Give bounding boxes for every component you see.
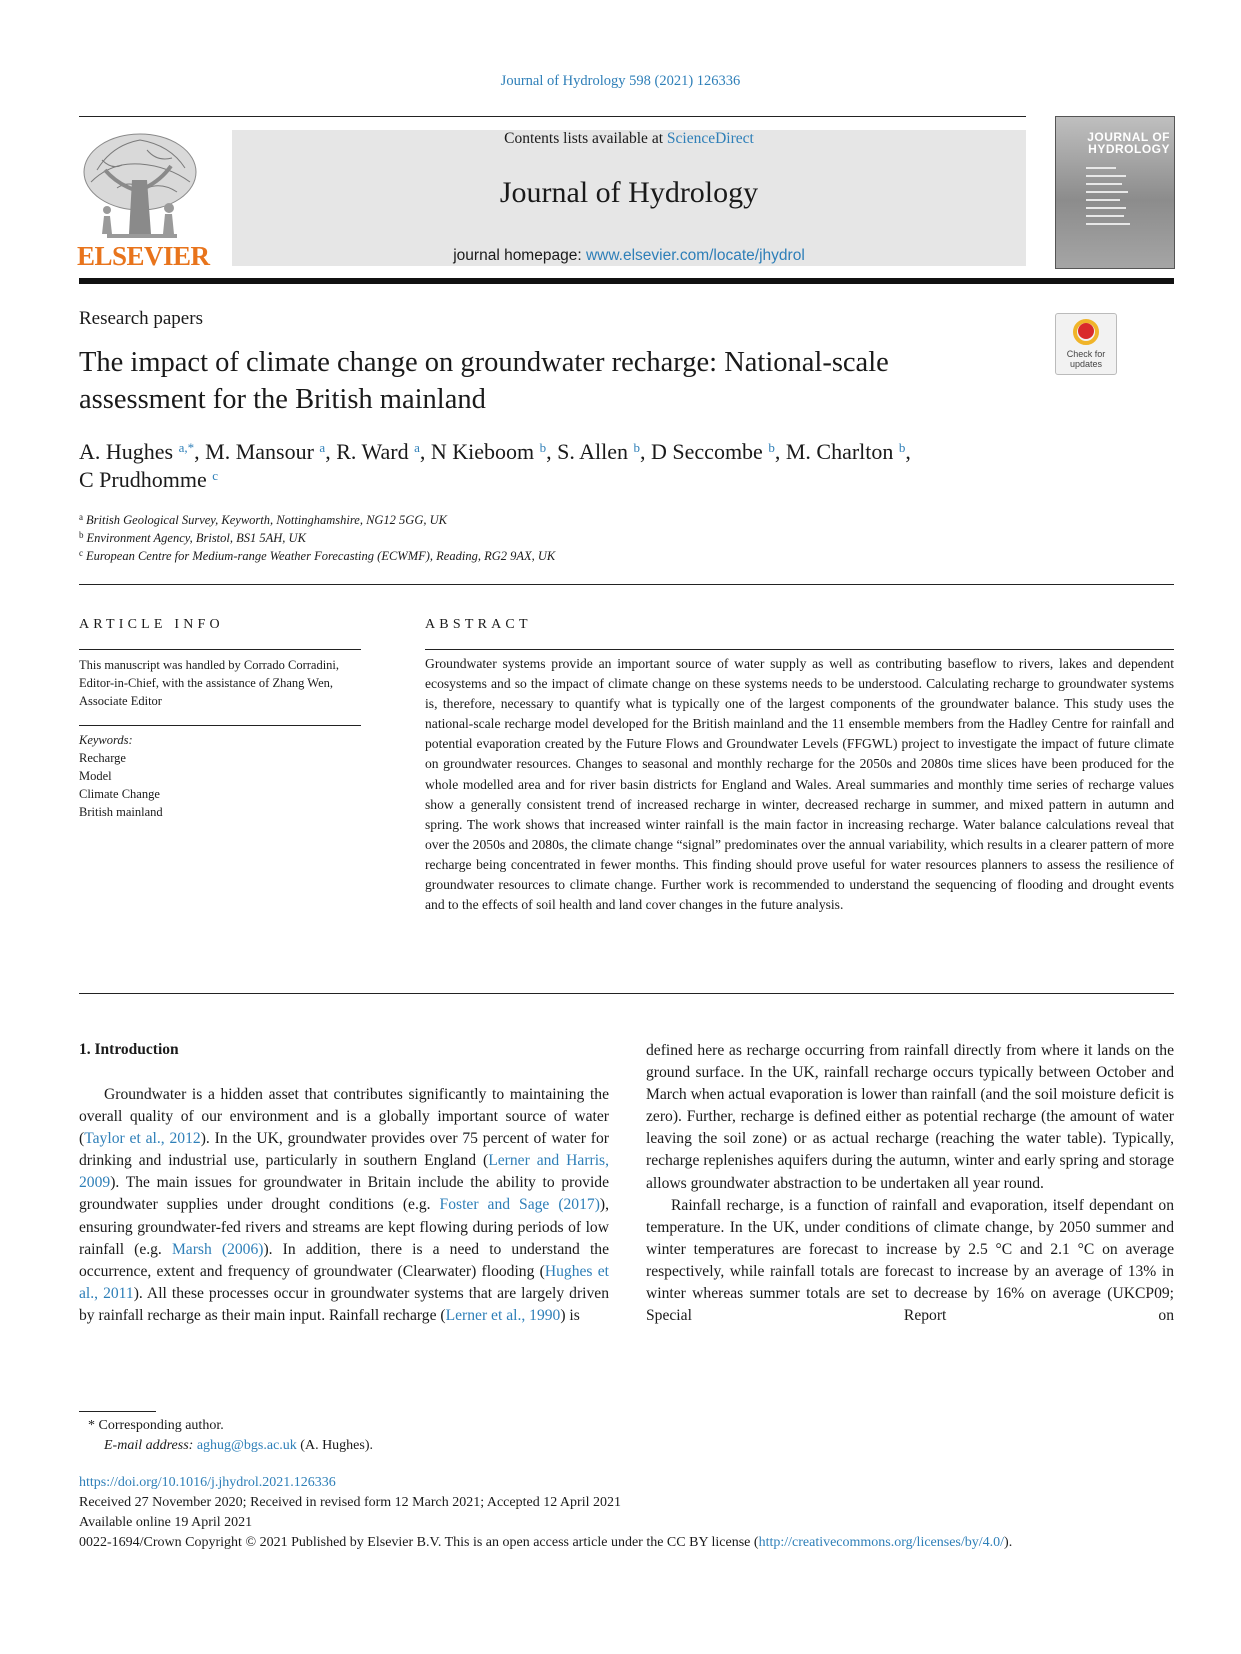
- article-info-heading: ARTICLE INFO: [79, 617, 224, 632]
- contents-prefix: Contents lists available at: [504, 130, 667, 147]
- journal-header-box: [232, 130, 1026, 266]
- author[interactable]: C Prudhomme $^c$: [79, 467, 219, 492]
- affiliation-marker[interactable]: b: [633, 440, 641, 455]
- header-top-rule: [79, 116, 1026, 117]
- author[interactable]: M. Mansour $^a$: [205, 439, 326, 464]
- affiliation-list: [79, 511, 555, 565]
- abstract-bottom-rule: [79, 993, 1174, 994]
- author-list: A. Hughes $^{a,*}$, M. Mansour $^a$, R. Ward $^a$, N Kieboom $^b$, S. Allen $^b$, D Seccombe $^b$, M. Charlton $^b$, C Prudhomme $^c$: [79, 439, 911, 492]
- affiliation: $^b$ Environment Agency, Bristol, BS1 5AH, UK: [79, 530, 306, 545]
- affiliation-marker[interactable]: a: [319, 440, 326, 455]
- homepage-line: [232, 247, 1026, 265]
- intro-paragraph-2: defined here as recharge occurring from rainfall directly from where it lands on the ground surface. In the UK, rainfall recharge occurs typically between October and March when actual evaporation is lower than rainfall (and the soil moisture deficit is zero). Further, recharge is defined either as potential recharge (the amount of water leaving the soil zone) or as actual recharge (reaching the water table). Typically, recharge replenishes aquifers during the autumn, winter and early spring and storage allows groundwater abstraction to be undertaken all year round.: [646, 1042, 1174, 1192]
- section-heading-introduction: 1. Introduction: [79, 1041, 179, 1058]
- cover-text-line: [1086, 223, 1130, 225]
- article-info-rule: [79, 649, 361, 650]
- author[interactable]: N Kieboom $^b$: [430, 439, 547, 464]
- abstract-heading: ABSTRACT: [425, 617, 532, 632]
- intro-paragraph-3: Rainfall recharge, is a function of rainfall and evaporation, itself dependant on temperature. In the UK, under conditions of climate change, by 2050 summer and winter temperatures are forecast to increase by 2.5 °C and 2.1 °C on average respectively, while rainfall totals are forecast to increase by an average of 13% in winter whereas summer totals are set to decrease by 16% on average (UKCP09; Special Report on: [646, 1196, 1174, 1325]
- author[interactable]: R. Ward $^a$: [336, 439, 420, 464]
- affiliation-marker[interactable]: b: [539, 440, 547, 455]
- keywords-block: [79, 731, 163, 821]
- elsevier-logo[interactable]: [77, 130, 210, 272]
- keywords-label: Keywords:: [79, 733, 133, 747]
- article-footer: [79, 1473, 1179, 1553]
- author[interactable]: S. Allen $^b$: [557, 439, 641, 464]
- contents-line: [232, 130, 1026, 148]
- cover-text-line: [1086, 215, 1124, 217]
- affiliation-marker[interactable]: b: [898, 440, 906, 455]
- intro-paragraph-1: Groundwater is a hidden asset that contributes significantly to maintaining the overall quality of our environment and is a globally important source of water (Taylor et al., 2012). In the UK, groundwater provides over 75 percent of water for drinking and industrial use, particularly in southern England (Lerner and Harris, 2009). The main issues for groundwater in Britain include the ability to provide groundwater supplies under drought conditions (e.g. Foster and Sage (2017)), ensuring groundwater-fed rivers and streams are kept flowing during periods of low rainfall (e.g. Marsh (2006)). In addition, there is a need to understand the occurrence, extent and frequency of groundwater (Clearwater) flooding (Hughes et al., 2011). All these processes occur in groundwater systems that are largely driven by rainfall recharge as their main input. Rainfall recharge (Lerner et al., 1990) is: [79, 1086, 610, 1324]
- sciencedirect-link[interactable]: ScienceDirect: [666, 130, 754, 147]
- keywords-rule: [79, 725, 361, 726]
- header-bottom-rule: [79, 278, 1174, 284]
- footnote: [88, 1416, 373, 1456]
- affiliation-divider: [79, 584, 1174, 585]
- check-for-updates-button[interactable]: [1055, 313, 1117, 375]
- author[interactable]: A. Hughes $^{a,*}$: [79, 439, 195, 464]
- journal-citation[interactable]: Journal of Hydrology 598 (2021) 126336: [500, 73, 741, 89]
- section-type: Research papers: [79, 308, 203, 329]
- journal-cover-thumbnail[interactable]: [1055, 116, 1175, 269]
- doi-link[interactable]: https://doi.org/10.1016/j.jhydrol.2021.126336: [79, 1475, 336, 1490]
- check-updates-label: Check for updates: [1066, 349, 1106, 369]
- available-online: Available online 19 April 2021: [79, 1515, 253, 1530]
- publisher-name: ELSEVIER: [77, 241, 210, 271]
- cover-text-line: [1086, 167, 1116, 169]
- check-updates-icon-core: [1078, 323, 1094, 339]
- affiliation-marker[interactable]: a,*: [178, 440, 195, 455]
- license-link[interactable]: http://creativecommons.org/licenses/by/4.0/: [758, 1535, 1005, 1550]
- reference-link[interactable]: Lerner and Harris, 2009: [79, 1152, 610, 1192]
- email-line: E-mail address: aghug@bgs.ac.uk (A. Hughes).: [104, 1438, 374, 1453]
- body-column-left: [79, 1084, 609, 1327]
- keyword: Climate Change: [79, 787, 160, 801]
- abstract-text: Groundwater systems provide an important source of water supply as well as contributing baseflow to rivers, lakes and dependent ecosystems and so the impact of climate change on these systems needs to be understood. Calculating recharge to groundwater systems is, therefore, necessary to quantify what is typically one of the largest components of the groundwater balance. This study uses the national-scale recharge model developed for the British mainland and the 11 ensemble members from the Hadley Centre for rainfall and potential evaporation created by the Future Flows and Groundwater Levels (FFGWL) project to investigate the impact of future climate on groundwater resources. Changes to seasonal and monthly recharge for the 2050s and 2080s time slices have been produced for the whole modelled area and for river basin districts for England and Wales. Areal summaries and monthly time series of recharge values show a generally consistent trend of increased recharge in winter, decreased recharge in summer, and mixed pattern in autumn and spring. The work shows that increased winter rainfall is the main factor in increasing recharge. Water balance calculations reveal that over the 2050s and 2080s, the climate change “signal” predominates over the annual variability, which results in a clearer pattern of more recharge being concentrated in fewer months. This finding should prove useful for water resources planners to assess the resilience of groundwater resources to climate change. Further work is recommended to understand the sequencing of flooding and drought events and to the effects of soil health and land cover changes in the future analysis.: [425, 656, 1174, 913]
- affiliation: $^a$ British Geological Survey, Keyworth, Nottinghamshire, NG12 5GG, UK: [79, 512, 447, 527]
- reference-link[interactable]: Hughes et al., 2011: [79, 1262, 609, 1302]
- abstract-rule: [425, 649, 1174, 650]
- affiliation-marker[interactable]: b: [768, 440, 775, 455]
- license-line: 0022-1694/Crown Copyright © 2021 Published by Elsevier B.V. This is an open access article under the CC BY license (http://creativecommons.org/licenses/by/4.0/).: [79, 1535, 1013, 1550]
- affiliation: $^c$ European Centre for Medium-range Weather Forecasting (ECWMF), Reading, RG2 9AX, UK: [79, 548, 556, 563]
- email-link[interactable]: aghug@bgs.ac.uk: [196, 1438, 297, 1453]
- author[interactable]: M. Charlton $^b$: [785, 439, 906, 464]
- affiliation-marker[interactable]: c: [212, 468, 219, 483]
- keyword: Model: [79, 769, 112, 783]
- keyword: Recharge: [79, 751, 126, 765]
- email-label: E-mail address:: [104, 1438, 194, 1453]
- cover-text-line: [1086, 183, 1122, 185]
- cover-text-line: [1086, 207, 1126, 209]
- cover-title: JOURNAL OF HYDROLOGY: [1087, 130, 1170, 156]
- reference-link[interactable]: Foster and Sage (2017): [439, 1196, 600, 1214]
- cover-text-line: [1086, 199, 1120, 201]
- reference-link[interactable]: Marsh (2006): [171, 1240, 264, 1258]
- journal-title: Journal of Hydrology: [499, 176, 759, 209]
- corresponding-author-note: * Corresponding author.: [88, 1418, 224, 1433]
- history-dates: Received 27 November 2020; Received in revised form 12 March 2021; Accepted 12 April 2021: [79, 1495, 621, 1510]
- body-column-right: [646, 1040, 1174, 1327]
- affiliation-marker[interactable]: a: [414, 440, 420, 455]
- homepage-link[interactable]: www.elsevier.com/locate/jhydrol: [585, 247, 805, 264]
- handling-editor-note: This manuscript was handled by Corrado Corradini, Editor-in-Chief, with the assistance of Zhang Wen, Associate Editor: [79, 658, 340, 708]
- cover-text-line: [1086, 175, 1126, 177]
- reference-link[interactable]: Lerner et al., 1990: [445, 1306, 561, 1324]
- article-title: The impact of climate change on groundwater recharge: National-scale assessment for the British mainland: [79, 347, 889, 415]
- keyword: British mainland: [79, 805, 163, 819]
- reference-link[interactable]: Taylor et al., 2012: [84, 1130, 201, 1148]
- author[interactable]: D Seccombe $^b$: [651, 439, 775, 464]
- homepage-prefix: journal homepage:: [453, 247, 586, 264]
- elsevier-tree-icon: [77, 130, 203, 242]
- footnote-rule: [79, 1411, 156, 1412]
- cover-text-line: [1086, 191, 1128, 193]
